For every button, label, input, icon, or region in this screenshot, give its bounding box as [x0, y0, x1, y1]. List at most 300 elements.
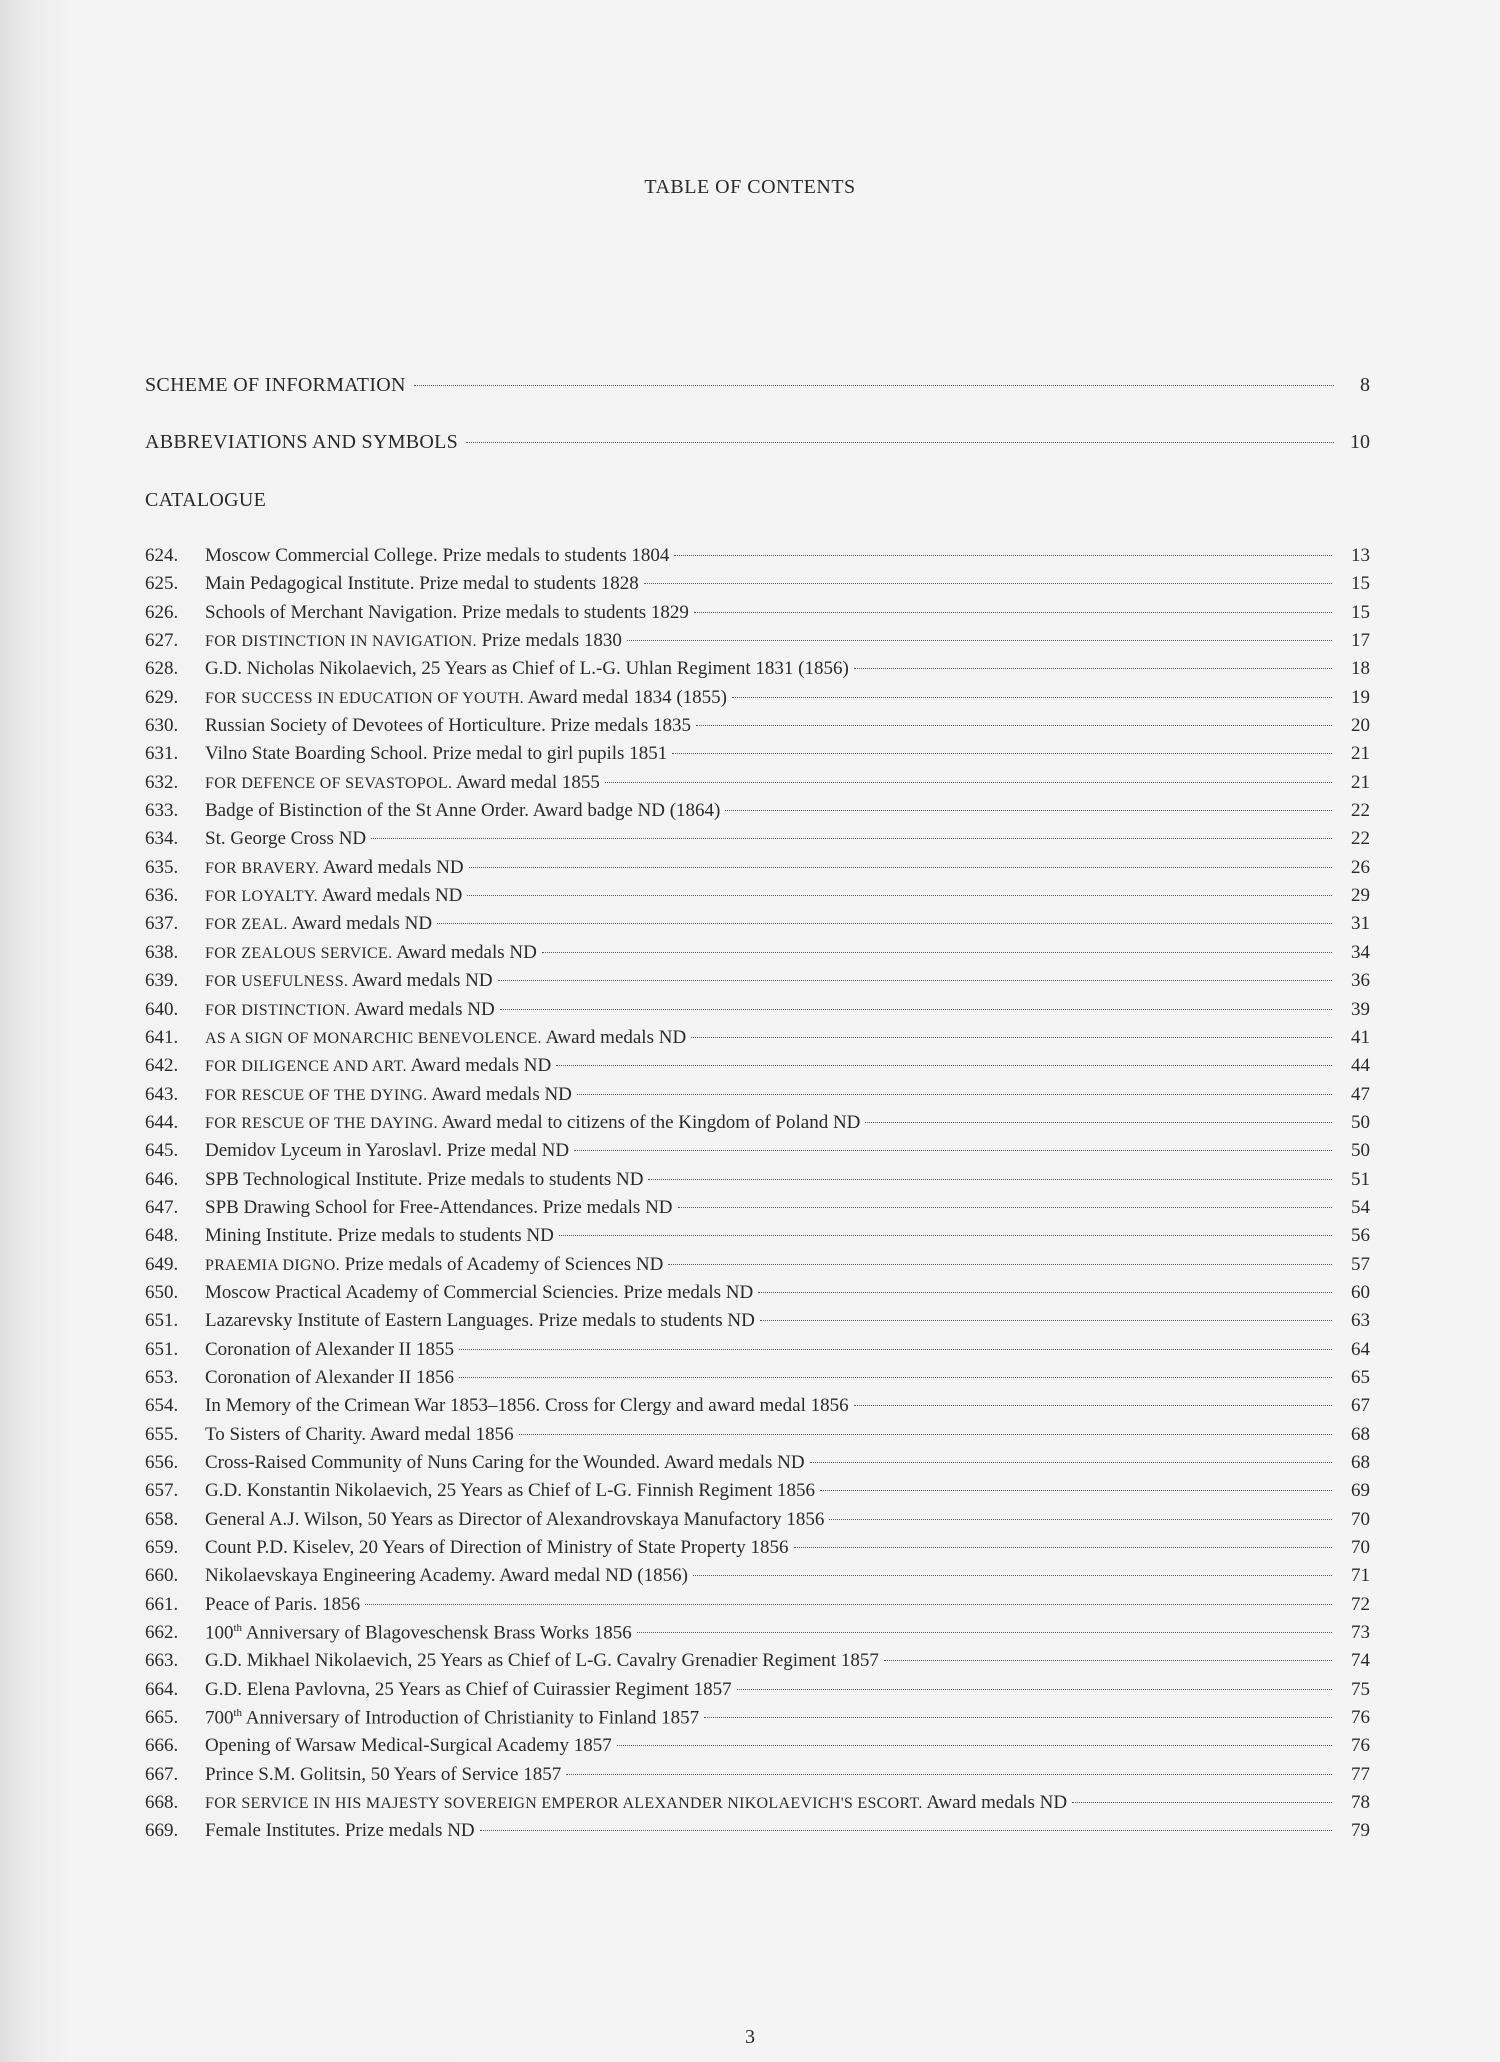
- dot-leader: [498, 980, 1332, 981]
- toc-entry[interactable]: [145, 1565, 1370, 1593]
- entry-number: 664.: [145, 1678, 179, 1700]
- dot-leader: [732, 697, 1332, 698]
- entry-number: 658.: [145, 1508, 179, 1530]
- entry-title: [205, 1679, 732, 1701]
- entry-text: Lazarevsky Institute of Eastern Languages. Prize medals to students ND: [205, 1310, 755, 1332]
- dot-leader: [627, 640, 1332, 641]
- entry-number: 624.: [145, 545, 179, 566]
- entry-page: 65: [1351, 1366, 1370, 1388]
- entry-caps-title: FOR BRAVERY.: [205, 859, 320, 877]
- entry-page: 70: [1351, 1508, 1370, 1530]
- toc-entry[interactable]: [145, 1395, 1370, 1423]
- toc-entry[interactable]: [145, 630, 1370, 658]
- dot-leader: [794, 1547, 1333, 1548]
- entry-page: 60: [1351, 1281, 1370, 1303]
- toc-entry[interactable]: [145, 1282, 1370, 1310]
- entry-page: 64: [1351, 1338, 1370, 1360]
- toc-entry[interactable]: [145, 1424, 1370, 1452]
- entry-number: 647.: [145, 1196, 179, 1218]
- entry-page: 70: [1351, 1537, 1370, 1559]
- entry-page: 78: [1351, 1792, 1370, 1814]
- dot-leader: [577, 1094, 1332, 1095]
- entry-page: 67: [1351, 1395, 1370, 1417]
- entry-title: [205, 715, 691, 737]
- entry-text: Award medal 1834 (1855): [523, 686, 727, 708]
- entry-caps-title: AS A SIGN OF MONARCHIC BENEVOLENCE.: [205, 1029, 542, 1047]
- toc-entry[interactable]: [145, 1254, 1370, 1282]
- dot-leader: [559, 1235, 1332, 1236]
- entry-title: [205, 1650, 879, 1672]
- entry-title: [205, 1395, 849, 1417]
- toc-section-abbreviations[interactable]: [145, 431, 1370, 454]
- entry-title: [205, 857, 464, 879]
- entry-title: [205, 743, 667, 765]
- entry-page: 19: [1351, 686, 1370, 708]
- toc-entry[interactable]: [145, 1027, 1370, 1055]
- entry-page: 68: [1351, 1452, 1370, 1473]
- entry-number: 659.: [145, 1537, 179, 1559]
- entry-title: [205, 942, 537, 964]
- dot-leader: [480, 1830, 1332, 1831]
- entry-title: [205, 1735, 612, 1757]
- entry-page: 13: [1351, 545, 1370, 566]
- entry-page: 69: [1351, 1480, 1370, 1502]
- entry-page: 15: [1351, 601, 1370, 623]
- entry-text: Award medal to citizens of the Kingdom of Poland ND: [437, 1111, 861, 1133]
- dot-leader: [820, 1490, 1332, 1491]
- entry-title: [205, 1764, 561, 1786]
- entry-text: Award medals ND: [541, 1026, 687, 1048]
- page-title: TABLE OF CONTENTS: [644, 176, 856, 198]
- toc-entry[interactable]: [145, 602, 1370, 630]
- entry-text: Anniversary of Blagoveschensk Brass Works 1856: [242, 1622, 632, 1644]
- toc-entry[interactable]: [145, 573, 1370, 601]
- entry-number: 633.: [145, 800, 179, 822]
- entry-page: 75: [1351, 1678, 1370, 1700]
- entry-ordinal-suffix: th: [233, 1707, 243, 1720]
- entry-number: 653.: [145, 1366, 179, 1388]
- toc-entry[interactable]: [145, 1140, 1370, 1168]
- entry-ordinal: 100: [205, 1622, 234, 1644]
- entry-ordinal-suffix: th: [233, 1622, 243, 1635]
- dot-leader: [865, 1122, 1332, 1123]
- dot-leader: [371, 838, 1332, 839]
- toc-entry[interactable]: [145, 658, 1370, 686]
- dot-leader: [566, 1774, 1332, 1775]
- dot-leader: [574, 1150, 1332, 1151]
- toc-entry[interactable]: [145, 857, 1370, 885]
- entry-title: [205, 687, 727, 709]
- entry-caps-title: FOR USEFULNESS.: [205, 973, 349, 991]
- entry-title: [205, 545, 669, 567]
- toc-entry[interactable]: [145, 687, 1370, 715]
- entry-text: Russian Society of Devotees of Horticulture. Prize medals 1835: [205, 715, 691, 737]
- dot-leader: [466, 442, 1334, 443]
- entry-page: 63: [1351, 1310, 1370, 1332]
- entry-number: 629.: [145, 686, 179, 708]
- entry-text: Cross-Raised Community of Nuns Caring for the Wounded. Award medals ND: [205, 1452, 805, 1473]
- entry-text: Moscow Practical Academy of Commercial Sciencies. Prize medals ND: [205, 1281, 754, 1303]
- entry-title: [205, 1820, 475, 1842]
- entry-text: Count P.D. Kiselev, 20 Years of Direction of Ministry of State Property 1856: [205, 1537, 789, 1559]
- toc-entry[interactable]: [145, 1509, 1370, 1537]
- dot-leader: [459, 1377, 1332, 1378]
- dot-leader: [672, 753, 1332, 754]
- entry-caps-title: PRAEMIA DIGNO.: [205, 1256, 340, 1274]
- entry-title: [205, 1282, 753, 1304]
- entry-text: Prize medals of Academy of Sciences ND: [339, 1253, 664, 1275]
- dot-leader: [854, 1405, 1332, 1406]
- entry-number: 663.: [145, 1650, 179, 1672]
- entry-title: [205, 1339, 454, 1361]
- entry-number: 628.: [145, 658, 179, 680]
- entry-title: [205, 1169, 643, 1191]
- entry-caps-title: FOR ZEAL.: [205, 916, 288, 934]
- entry-page: 77: [1351, 1763, 1370, 1785]
- entry-page: 22: [1351, 800, 1370, 822]
- entry-number: 636.: [145, 885, 179, 907]
- entry-page: 73: [1351, 1622, 1370, 1644]
- entry-title: [205, 970, 493, 992]
- dot-leader: [725, 810, 1332, 811]
- dot-leader: [648, 1179, 1332, 1180]
- catalogue-list: [145, 545, 1370, 1849]
- entry-number: 651.: [145, 1310, 179, 1332]
- entry-number: 637.: [145, 913, 179, 935]
- entry-number: 640.: [145, 998, 179, 1020]
- entry-caps-title: FOR SERVICE IN HIS MAJESTY SOVEREIGN EMPEROR ALEXANDER NIKOLAEVICH'S ESCORT.: [205, 1795, 923, 1813]
- entry-text: Award medals ND: [287, 913, 433, 935]
- dot-leader: [469, 867, 1332, 868]
- entry-text: Female Institutes. Prize medals ND: [205, 1820, 475, 1842]
- section-label: SCHEME OF INFORMATION: [145, 374, 406, 396]
- toc-entry[interactable]: [145, 1084, 1370, 1112]
- entry-text: General A.J. Wilson, 50 Years as Director of Alexandrovskaya Manufactory 1856: [205, 1508, 825, 1530]
- section-page: 10: [1350, 431, 1370, 453]
- toc-entry[interactable]: [145, 913, 1370, 941]
- entry-text: Award medals ND: [350, 998, 495, 1020]
- entry-text: To Sisters of Charity. Award medal 1856: [205, 1423, 514, 1445]
- entry-page: 57: [1351, 1253, 1370, 1275]
- entry-number: 638.: [145, 941, 179, 963]
- dot-leader: [674, 555, 1332, 556]
- entry-text: Anniversary of Introduction of Christianity to Finland 1857: [242, 1707, 700, 1729]
- entry-text: G.D. Elena Pavlovna, 25 Years as Chief of Cuirassier Regiment 1857: [205, 1678, 732, 1700]
- entry-number: 648.: [145, 1225, 179, 1247]
- entry-number: 627.: [145, 630, 179, 652]
- dot-leader: [467, 895, 1332, 896]
- entry-page: 31: [1351, 913, 1370, 935]
- entry-text: G.D. Mikhael Nikolaevich, 25 Years as Chief of L-G. Cavalry Grenadier Regiment 1857: [205, 1650, 879, 1672]
- entry-page: 17: [1351, 630, 1370, 652]
- catalogue-heading: CATALOGUE: [145, 489, 267, 511]
- entry-number: 662.: [145, 1622, 179, 1644]
- dot-leader: [829, 1519, 1332, 1520]
- section-label: ABBREVIATIONS AND SYMBOLS: [145, 431, 459, 453]
- entry-text: SPB Technological Institute. Prize medals to students ND: [205, 1168, 644, 1190]
- toc-entry[interactable]: [145, 1197, 1370, 1225]
- entry-page: 36: [1351, 970, 1370, 992]
- entry-title: [205, 573, 639, 595]
- entry-title: [205, 658, 849, 680]
- entry-page: 74: [1351, 1650, 1370, 1672]
- toc-section-scheme[interactable]: [145, 374, 1370, 397]
- entry-title: [205, 1197, 673, 1219]
- entry-number: 661.: [145, 1593, 179, 1615]
- entry-title: [205, 1537, 789, 1559]
- dot-leader: [691, 1037, 1332, 1038]
- entry-title: [205, 630, 622, 652]
- entry-number: 625.: [145, 573, 179, 595]
- entry-text: Prince S.M. Golitsin, 50 Years of Service 1857: [205, 1763, 562, 1785]
- section-page: 8: [1360, 374, 1370, 396]
- entry-text: Opening of Warsaw Medical-Surgical Academy 1857: [205, 1735, 612, 1757]
- toc-entry[interactable]: [145, 1310, 1370, 1338]
- entry-title: [205, 1367, 454, 1389]
- toc-entry[interactable]: [145, 743, 1370, 771]
- entry-page: 71: [1351, 1565, 1370, 1587]
- dot-leader: [605, 782, 1332, 783]
- entry-number: 660.: [145, 1565, 179, 1587]
- toc-entry[interactable]: [145, 1594, 1370, 1622]
- entry-text: SPB Drawing School for Free-Attendances. Prize medals ND: [205, 1196, 673, 1218]
- dot-leader: [637, 1632, 1332, 1633]
- entry-page: 56: [1351, 1225, 1370, 1247]
- entry-title: [205, 1310, 755, 1332]
- entry-number: 646.: [145, 1168, 179, 1190]
- entry-text: Nikolaevskaya Engineering Academy. Award medal ND (1856): [205, 1565, 688, 1587]
- entry-page: 20: [1351, 715, 1370, 737]
- entry-page: 50: [1351, 1140, 1370, 1162]
- dot-leader: [696, 725, 1332, 726]
- entry-number: 668.: [145, 1792, 179, 1814]
- entry-title: [205, 1254, 663, 1276]
- entry-text: Award medals ND: [348, 970, 493, 992]
- dot-leader: [500, 1009, 1332, 1010]
- dot-leader: [644, 583, 1332, 584]
- entry-page: 72: [1351, 1593, 1370, 1615]
- dot-leader: [810, 1462, 1332, 1463]
- entry-number: 654.: [145, 1395, 179, 1417]
- entry-number: 630.: [145, 715, 179, 737]
- entry-title: [205, 999, 495, 1021]
- entry-page: 22: [1351, 828, 1370, 850]
- entry-title: [205, 1452, 805, 1474]
- entry-caps-title: FOR ZEALOUS SERVICE.: [205, 944, 393, 962]
- entry-caps-title: FOR LOYALTY.: [205, 888, 318, 906]
- toc-entry[interactable]: [145, 1367, 1370, 1395]
- entry-text: Prize medals 1830: [476, 630, 622, 652]
- entry-caps-title: FOR DILIGENCE AND ART.: [205, 1058, 407, 1076]
- entry-title: [205, 1565, 688, 1587]
- entry-caps-title: FOR RESCUE OF THE DAYING.: [205, 1114, 438, 1132]
- dot-leader: [854, 668, 1332, 669]
- entry-text: Award medals ND: [427, 1083, 572, 1105]
- entry-page: 76: [1351, 1707, 1370, 1729]
- entry-number: 639.: [145, 970, 179, 992]
- entry-number: 657.: [145, 1480, 179, 1502]
- toc-entry[interactable]: [145, 1650, 1370, 1678]
- entry-text: Peace of Paris. 1856: [205, 1593, 361, 1615]
- toc-entry[interactable]: [145, 800, 1370, 828]
- entry-page: 15: [1351, 573, 1370, 595]
- entry-number: 641.: [145, 1026, 179, 1048]
- entry-page: 44: [1351, 1055, 1370, 1077]
- entry-text: Badge of Bistinction of the St Anne Order. Award badge ND (1864): [205, 800, 721, 822]
- toc-entry[interactable]: [145, 942, 1370, 970]
- toc-entry[interactable]: [145, 1764, 1370, 1792]
- entry-ordinal: 700: [205, 1707, 234, 1729]
- entry-number: 651.: [145, 1338, 179, 1360]
- entry-title: [205, 1084, 572, 1106]
- toc-entry[interactable]: [145, 545, 1370, 573]
- entry-number: 655.: [145, 1423, 179, 1445]
- dot-leader: [617, 1745, 1332, 1746]
- entry-title: [205, 1424, 514, 1446]
- dot-leader: [459, 1349, 1332, 1350]
- toc-entry[interactable]: [145, 1452, 1370, 1480]
- entry-page: 79: [1351, 1820, 1370, 1842]
- toc-entry[interactable]: [145, 885, 1370, 913]
- entry-number: 632.: [145, 771, 179, 793]
- entry-title: [205, 1225, 554, 1247]
- entry-page: 68: [1351, 1423, 1370, 1445]
- dot-leader: [1072, 1802, 1332, 1803]
- entry-text: Coronation of Alexander II 1855: [205, 1338, 455, 1360]
- entry-title: [205, 602, 689, 624]
- entry-text: Award medals ND: [317, 885, 463, 907]
- entry-title: [205, 913, 432, 935]
- entry-text: Demidov Lyceum in Yaroslavl. Prize medal ND: [205, 1140, 570, 1162]
- entry-text: Award medals ND: [406, 1055, 552, 1077]
- entry-number: 665.: [145, 1707, 179, 1729]
- entry-number: 634.: [145, 828, 179, 850]
- page-number: 3: [745, 2026, 755, 2048]
- entry-number: 666.: [145, 1735, 179, 1757]
- toc-entry[interactable]: [145, 1225, 1370, 1253]
- dot-leader: [693, 1575, 1332, 1576]
- entry-page: 41: [1351, 1026, 1370, 1048]
- entry-text: In Memory of the Crimean War 1853–1856. Cross for Clergy and award medal 1856: [205, 1395, 849, 1417]
- entry-page: 39: [1351, 998, 1370, 1020]
- entry-text: Award medals ND: [922, 1792, 1068, 1814]
- dot-leader: [760, 1320, 1332, 1321]
- entry-text: Award medals ND: [319, 856, 464, 878]
- entry-title: [205, 1112, 860, 1134]
- dot-leader: [556, 1065, 1332, 1066]
- toc-entry[interactable]: [145, 1820, 1370, 1848]
- toc-entry[interactable]: [145, 1707, 1370, 1735]
- dot-leader: [437, 923, 1332, 924]
- entry-caps-title: FOR RESCUE OF THE DYING.: [205, 1086, 428, 1104]
- toc-entry[interactable]: [145, 999, 1370, 1027]
- toc-entry[interactable]: [145, 1169, 1370, 1197]
- entry-caps-title: FOR DISTINCTION IN NAVIGATION.: [205, 633, 477, 651]
- entry-text: Award medal 1855: [452, 771, 600, 793]
- dot-leader: [519, 1434, 1332, 1435]
- entry-title: [205, 1622, 632, 1644]
- entry-text: St. George Cross ND: [205, 828, 367, 850]
- dot-leader: [365, 1604, 1332, 1605]
- toc-entry[interactable]: [145, 715, 1370, 743]
- entry-title: [205, 1055, 551, 1077]
- entry-title: [205, 1140, 569, 1162]
- toc-entry[interactable]: [145, 1735, 1370, 1763]
- entry-number: 644.: [145, 1111, 179, 1133]
- toc-entry[interactable]: [145, 1622, 1370, 1650]
- entry-title: [205, 1594, 360, 1616]
- entry-number: 643.: [145, 1083, 179, 1105]
- toc-entry[interactable]: [145, 1112, 1370, 1140]
- entry-caps-title: FOR SUCCESS IN EDUCATION OF YOUTH.: [205, 689, 524, 707]
- entry-text: Main Pedagogical Institute. Prize medal to students 1828: [205, 573, 639, 595]
- entry-title: [205, 1480, 815, 1502]
- entry-number: 645.: [145, 1140, 179, 1162]
- entry-text: Mining Institute. Prize medals to students ND: [205, 1225, 554, 1247]
- toc-entry[interactable]: [145, 1480, 1370, 1508]
- entry-number: 667.: [145, 1763, 179, 1785]
- dot-leader: [704, 1717, 1332, 1718]
- entry-page: 26: [1351, 856, 1370, 878]
- dot-leader: [668, 1264, 1332, 1265]
- dot-leader: [737, 1689, 1332, 1690]
- toc-entry[interactable]: [145, 1339, 1370, 1367]
- entry-text: Award medals ND: [392, 941, 537, 963]
- entry-text: Vilno State Boarding School. Prize medal to girl pupils 1851: [205, 743, 668, 765]
- toc-entry[interactable]: [145, 828, 1370, 856]
- entry-title: [205, 800, 720, 822]
- entry-page: 51: [1351, 1168, 1370, 1190]
- entry-text: G.D. Konstantin Nikolaevich, 25 Years as Chief of L-G. Finnish Regiment 1856: [205, 1480, 816, 1502]
- entry-page: 18: [1351, 658, 1370, 680]
- dot-leader: [884, 1660, 1332, 1661]
- entry-page: 34: [1351, 941, 1370, 963]
- entry-number: 649.: [145, 1253, 179, 1275]
- dot-leader: [694, 612, 1332, 613]
- toc-entry[interactable]: [145, 1055, 1370, 1083]
- entry-caps-title: FOR DEFENCE OF SEVASTOPOL.: [205, 774, 453, 792]
- entry-number: 631.: [145, 743, 179, 765]
- entry-page: 21: [1351, 743, 1370, 765]
- entry-number: 626.: [145, 601, 179, 623]
- entry-number: 635.: [145, 856, 179, 878]
- entry-number: 656.: [145, 1452, 179, 1473]
- entry-page: 54: [1351, 1196, 1370, 1218]
- entry-text: Moscow Commercial College. Prize medals to students 1804: [205, 545, 670, 566]
- toc-entry[interactable]: [145, 1537, 1370, 1565]
- entry-title: [205, 828, 366, 850]
- dot-leader: [542, 952, 1332, 953]
- entry-title: [205, 772, 600, 794]
- toc-entry[interactable]: [145, 772, 1370, 800]
- entry-title: [205, 885, 462, 907]
- entry-text: G.D. Nicholas Nikolaevich, 25 Years as Chief of L.-G. Uhlan Regiment 1831 (1856): [205, 658, 849, 680]
- entry-number: 642.: [145, 1055, 179, 1077]
- dot-leader: [758, 1292, 1332, 1293]
- entry-title: [205, 1707, 699, 1729]
- entry-number: 650.: [145, 1281, 179, 1303]
- toc-entry[interactable]: [145, 1792, 1370, 1820]
- entry-page: 47: [1351, 1083, 1370, 1105]
- entry-title: [205, 1509, 824, 1531]
- entry-page: 29: [1351, 885, 1370, 907]
- entry-page: 50: [1351, 1111, 1370, 1133]
- toc-entry[interactable]: [145, 970, 1370, 998]
- entry-caps-title: FOR DISTINCTION.: [205, 1001, 351, 1019]
- dot-leader: [678, 1207, 1332, 1208]
- toc-entry[interactable]: [145, 1679, 1370, 1707]
- dot-leader: [414, 385, 1334, 386]
